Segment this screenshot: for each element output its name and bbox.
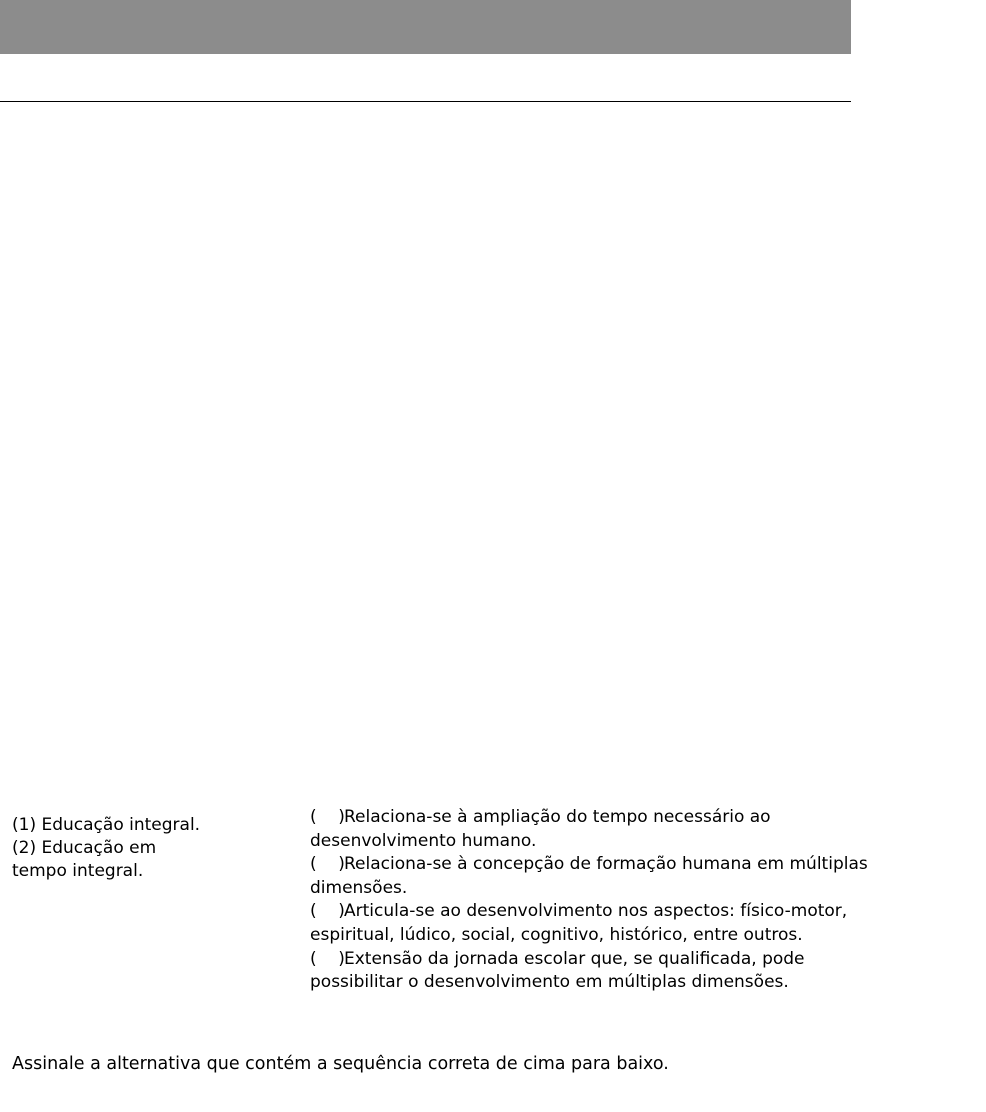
concept-list <box>12 814 282 883</box>
question-instruction: Assinale a alternativa que contém a sequência correta de cima para baixo. <box>12 1054 669 1074</box>
statement-text: Relaciona-se à ampliação do tempo necessário ao <box>344 807 771 827</box>
statement-text: Articula-se ao desenvolvimento nos aspectos: físico-motor, <box>344 901 848 922</box>
statement-2-line-1 <box>310 853 982 877</box>
statement-1-line-1 <box>310 806 982 830</box>
statement-4-line-1 <box>310 948 982 972</box>
statement-4-line-2: possibilitar o desenvolvimento em múltiplas dimensões. <box>310 972 789 993</box>
statement-text: Extensão da jornada escolar que, se qualificada, pode <box>344 948 805 969</box>
header-divider <box>0 101 851 102</box>
statement-list <box>310 806 982 995</box>
answer-blank: ( ) <box>310 854 345 875</box>
statement-3-line-1 <box>310 900 982 924</box>
statement-3-line-2: espiritual, lúdico, social, cognitivo, histórico, entre outros. <box>310 924 803 945</box>
concept-item-2-line-1: (2) Educação em <box>12 838 157 858</box>
statement-1-line-2: desenvolvimento humano. <box>310 830 537 851</box>
concept-item-1: (1) Educação integral. <box>12 815 201 835</box>
header-bar <box>0 0 851 54</box>
statement-2-line-2: dimensões. <box>310 877 408 898</box>
answer-blank: ( ) <box>310 901 345 922</box>
answer-blank: ( ) <box>310 948 345 969</box>
statement-text: Relaciona-se à concepção de formação humana em múltiplas <box>344 854 868 875</box>
answer-blank: ( ) <box>310 807 345 827</box>
concept-item-2-line-2: tempo integral. <box>12 861 144 881</box>
